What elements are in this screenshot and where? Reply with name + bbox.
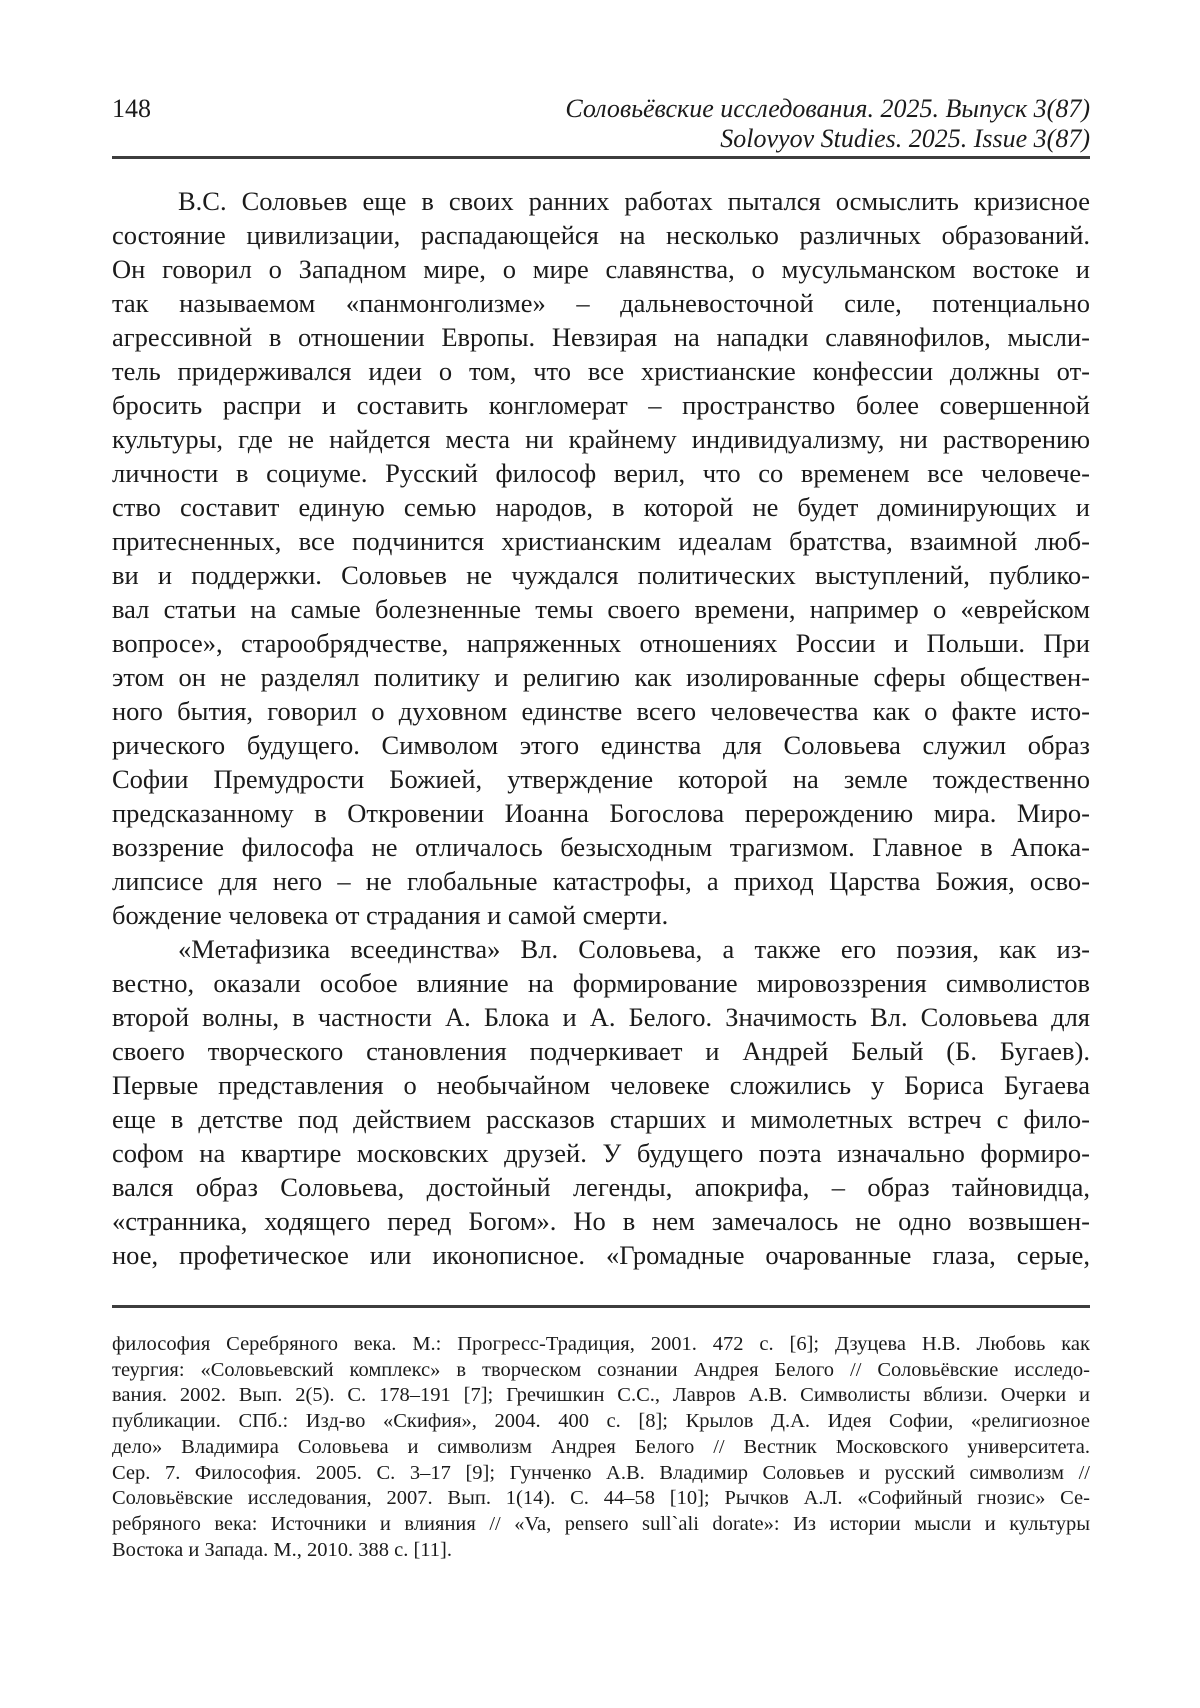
journal-title-ru: Соловьёвские исследования. 2025. Выпуск 3(87) <box>565 94 1090 123</box>
article-body <box>112 184 1090 1272</box>
text-line: так называемом «панмонголизме» – дальневосточной силе, потенциально <box>112 288 1090 318</box>
text-line: публикации. СПб.: Изд-во «Скифия», 2004. 400 с. [8]; Крылов Д.А. Идея Софии, «религиозное <box>112 1410 1090 1433</box>
body-paragraph <box>112 184 1090 932</box>
text-line: личности в социуме. Русский философ верил, что со временем все человече- <box>112 458 1090 488</box>
text-line: воззрение философа не отличалось безысходным трагизмом. Главное в Апока- <box>112 832 1090 862</box>
text-line: В.С. Соловьев еще в своих ранних работах пытался осмыслить кризисное <box>178 186 1090 216</box>
text-line: софом на квартире московских друзей. У будущего поэта изначально формиро- <box>112 1138 1090 1168</box>
footnote-separator-rule <box>112 1305 1090 1308</box>
text-line: вестно, оказали особое влияние на формирование мировоззрения символистов <box>112 968 1090 998</box>
text-line: Он говорил о Западном мире, о мире славянства, о мусульманском востоке и <box>112 254 1090 284</box>
body-paragraph <box>112 932 1090 1272</box>
text-line: притесненных, все подчинится христианским идеалам братства, взаимной люб- <box>112 526 1090 556</box>
text-line: вался образ Соловьева, достойный легенды, апокрифа, – образ тайновидца, <box>112 1172 1090 1202</box>
journal-title-en: Solovyov Studies. 2025. Issue 3(87) <box>720 124 1090 153</box>
text-line: тель придерживался идеи о том, что все христианские конфессии должны от- <box>112 356 1090 386</box>
text-line: второй волны, в частности А. Блока и А. Белого. Значимость Вл. Соловьева для <box>112 1002 1090 1032</box>
text-line: Первые представления о необычайном человеке сложились у Бориса Бугаева <box>112 1070 1090 1100</box>
text-line: своего творческого становления подчеркивает и Андрей Белый (Б. Бугаев). <box>112 1036 1090 1066</box>
text-line: вания. 2002. Вып. 2(5). С. 178–191 [7]; Гречишкин С.С., Лавров А.В. Символисты вблизи. Очерки и <box>112 1384 1090 1407</box>
journal-title-block <box>565 94 1090 154</box>
text-line: теургия: «Соловьевский комплекс» в творческом сознании Андрея Белого // Соловьёвские исследо- <box>112 1358 1090 1381</box>
text-line: «странника, ходящего перед Богом». Но в нем замечалось не одно возвышен- <box>112 1206 1090 1236</box>
text-line: философия Серебряного века. М.: Прогресс-Традиция, 2001. 472 с. [6]; Дзуцева Н.В. Любовь как <box>112 1333 1090 1355</box>
text-line: ребряного века: Источники и влияния // «Va, pensero sull`ali dorate»: Из истории мысли и культуры <box>112 1512 1090 1535</box>
text-line: ство составит единую семью народов, в которой не будет доминирующих и <box>112 492 1090 522</box>
text-line: вал статьи на самые болезненные темы своего времени, например о «еврейском <box>112 594 1090 624</box>
text-line: рического будущего. Символом этого единства для Соловьева служил образ <box>112 730 1090 760</box>
text-line: агрессивной в отношении Европы. Невзирая на нападки славянофилов, мысли- <box>112 322 1090 352</box>
page-number: 148 <box>112 94 151 123</box>
text-line: еще в детстве под действием рассказов старших и мимолетных встреч с фило- <box>112 1104 1090 1134</box>
text-line: состояние цивилизации, распадающейся на несколько различных образований. <box>112 220 1090 250</box>
text-line: предсказанному в Откровении Иоанна Богослова перерождению мира. Миро- <box>112 798 1090 828</box>
text-line: вопросе», старообрядчестве, напряженных отношениях России и Польши. При <box>112 628 1090 658</box>
footnote-block <box>112 1332 1090 1563</box>
text-line: Востока и Запада. М., 2010. 388 с. [11]. <box>112 1538 452 1561</box>
header-rule <box>112 156 1090 159</box>
text-line: бождение человека от страдания и самой смерти. <box>112 900 669 930</box>
page-header <box>112 94 1090 154</box>
text-line: дело» Владимира Соловьева и символизм Андрея Белого // Вестник Московского университета. <box>112 1435 1090 1458</box>
text-line: ви и поддержки. Соловьев не чуждался политических выступлений, публико- <box>112 560 1090 590</box>
text-line: этом он не разделял политику и религию как изолированные сферы обществен- <box>112 662 1090 692</box>
text-line: липсисе для него – не глобальные катастрофы, а приход Царства Божия, осво- <box>112 866 1090 896</box>
text-line: культуры, где не найдется места ни крайнему индивидуализму, ни растворению <box>112 424 1090 454</box>
text-line: Софии Премудрости Божией, утверждение которой на земле тождественно <box>112 764 1090 794</box>
text-line: «Метафизика всеединства» Вл. Соловьева, а также его поэзия, как из- <box>178 934 1090 964</box>
text-line: ного бытия, говорил о духовном единстве всего человечества как о факте исто- <box>112 696 1090 726</box>
text-line: бросить распри и составить конгломерат – пространство более совершенной <box>112 390 1090 420</box>
text-line: ное, профетическое или иконописное. «Громадные очарованные глаза, серые, <box>112 1240 1090 1270</box>
text-line: Соловьёвские исследования, 2007. Вып. 1(14). С. 44–58 [10]; Рычков А.Л. «Софийный гнозис» Се- <box>112 1487 1090 1510</box>
text-line: Сер. 7. Философия. 2005. С. 3–17 [9]; Гунченко А.В. Владимир Соловьев и русский символизм // <box>112 1461 1090 1484</box>
